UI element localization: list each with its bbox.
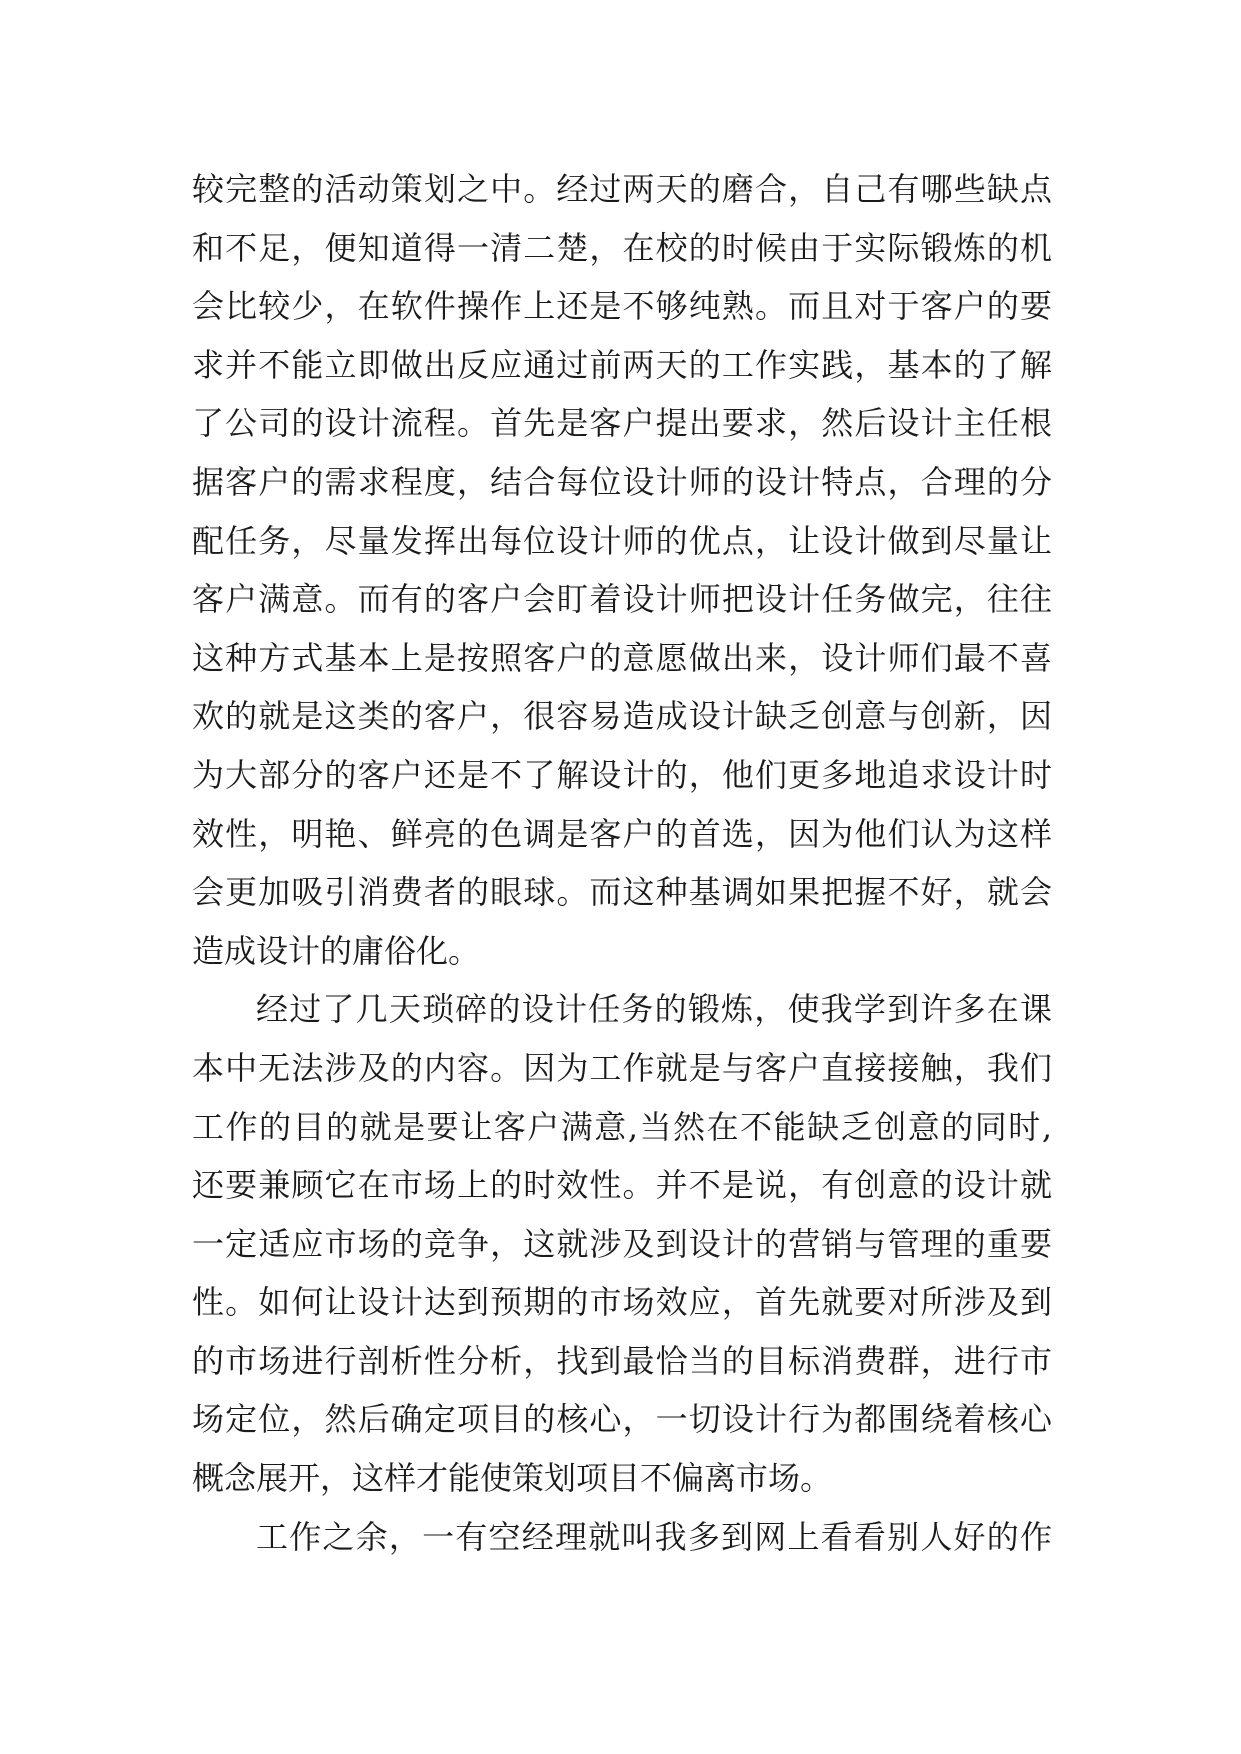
text-line: 一定适应市场的竞争，这就涉及到设计的营销与管理的重要 <box>192 1224 1052 1263</box>
text-line: 求并不能立即做出反应通过前两天的工作实践，基本的了解 <box>192 345 1052 384</box>
text-line: 会比较少，在软件操作上还是不够纯熟。而且对于客户的要 <box>192 287 1052 326</box>
text-line: 场定位，然后确定项目的核心，一切设计行为都围绕着核心 <box>192 1400 1052 1439</box>
text-line: 据客户的需求程度，结合每位设计师的设计特点，合理的分 <box>192 462 1052 501</box>
text-line: 性。如何让设计达到预期的市场效应，首先就要对所涉及到 <box>192 1283 1052 1322</box>
text-line: 较完整的活动策划之中。经过两天的磨合，自己有哪些缺点 <box>192 170 1052 208</box>
text-line: 经过了几天琐碎的设计任务的锻炼，使我学到许多在课 <box>256 990 1052 1029</box>
text-line: 造成设计的庸俗化。 <box>192 931 481 970</box>
text-line: 工作之余，一有空经理就叫我多到网上看看别人好的作 <box>256 1517 1052 1556</box>
text-line: 这种方式基本上是按照客户的意愿做出来，设计师们最不喜 <box>192 638 1052 677</box>
body-text <box>192 160 1052 1566</box>
text-line: 概念展开，这样才能使策划项目不偏离市场。 <box>192 1459 833 1498</box>
text-line: 为大部分的客户还是不了解设计的，他们更多地追求设计时 <box>192 755 1052 794</box>
text-line: 效性，明艳、鲜亮的色调是客户的首选，因为他们认为这样 <box>192 814 1052 853</box>
text-line: 工作的目的就是要让客户满意,当然在不能缺乏创意的同时, <box>192 1107 1052 1146</box>
text-line: 和不足，便知道得一清二楚，在校的时候由于实际锻炼的机 <box>192 228 1052 267</box>
text-line: 配任务，尽量发挥出每位设计师的优点，让设计做到尽量让 <box>192 521 1052 560</box>
text-line: 本中无法涉及的内容。因为工作就是与客户直接接触，我们 <box>192 1048 1052 1087</box>
text-line: 会更加吸引消费者的眼球。而这种基调如果把握不好，就会 <box>192 873 1052 912</box>
text-line: 的市场进行剖析性分析，找到最恰当的目标消费群，进行市 <box>192 1341 1052 1380</box>
text-line: 了公司的设计流程。首先是客户提出要求，然后设计主任根 <box>192 404 1052 443</box>
text-line: 客户满意。而有的客户会盯着设计师把设计任务做完，往往 <box>192 580 1052 619</box>
text-line: 欢的就是这类的客户，很容易造成设计缺乏创意与创新，因 <box>192 697 1052 736</box>
text-line: 还要兼顾它在市场上的时效性。并不是说，有创意的设计就 <box>192 1166 1052 1205</box>
